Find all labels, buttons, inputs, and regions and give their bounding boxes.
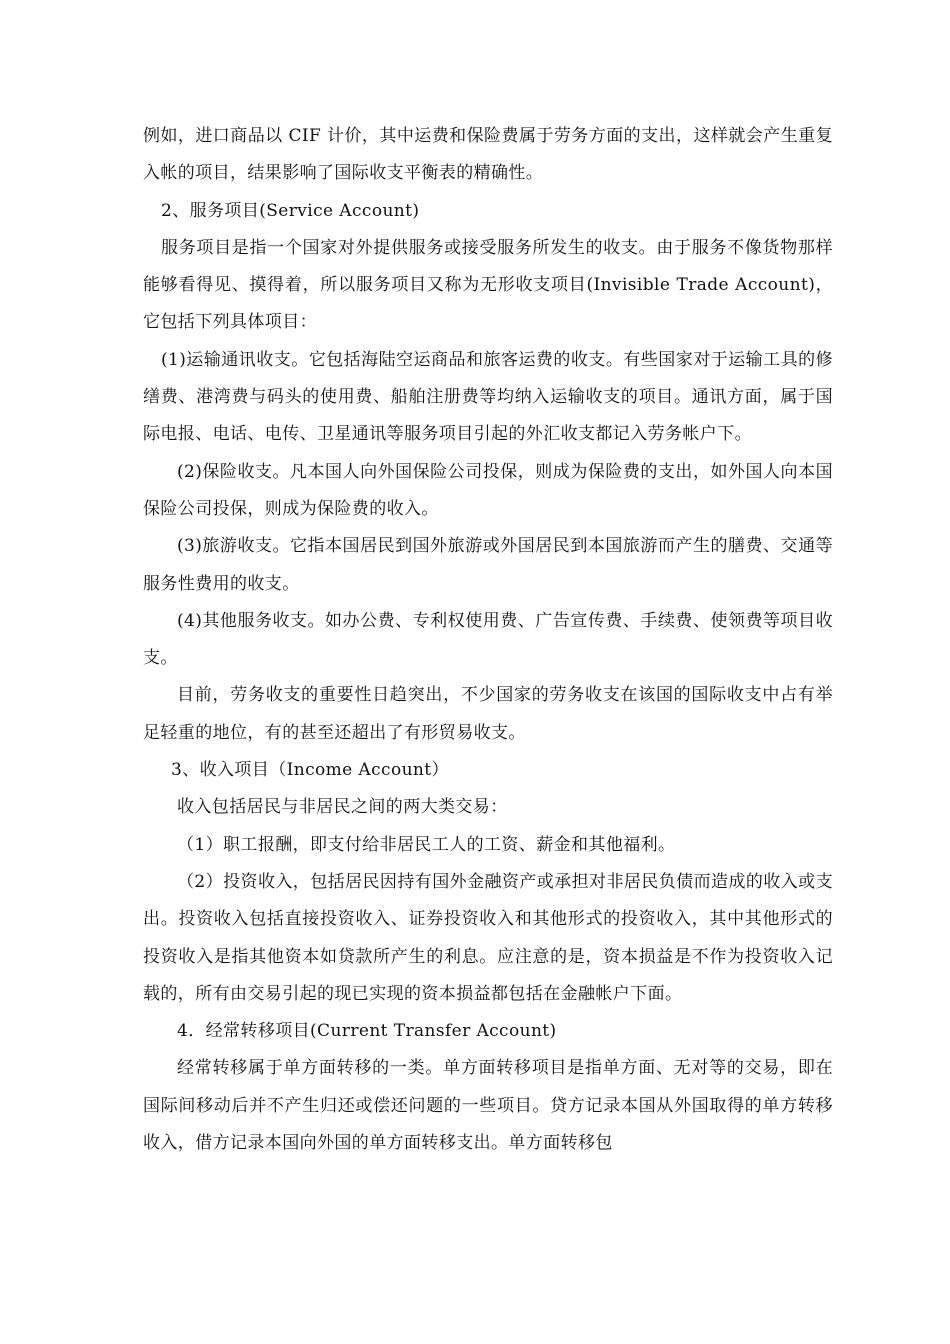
heading-service-account: 2、服务项目(Service Account) xyxy=(161,200,420,221)
paragraph-service-definition: 服务项目是指一个国家对外提供服务或接受服务所发生的收支。由于服务不像货物那样能够看得见、摸得着，所以服务项目又称为无形收支项目(Invisible Trade Account)，它包括下列具体项目： xyxy=(143,237,833,333)
paragraph-current-transfer: 经常转移属于单方面转移的一类。单方面转移项目是指单方面、无对等的交易，即在国际间移动后并不产生归还或偿还问题的一些项目。贷方记录本国从外国取得的单方转移收入，借方记录本国向外国的单方面转移支出。单方面转移包 xyxy=(143,1058,833,1154)
document-body xyxy=(143,118,833,1162)
paragraph-cif-example: 例如，进口商品以 CIF 计价，其中运费和保险费属于劳务方面的支出，这样就会产生重复入帐的项目，结果影响了国际收支平衡表的精确性。 xyxy=(143,126,833,184)
paragraph-insurance: (2)保险收支。凡本国人向外国保险公司投保，则成为保险费的支出，如外国人向本国保险公司投保，则成为保险费的收入。 xyxy=(143,461,833,519)
paragraph-tourism: (3)旅游收支。它指本国居民到国外旅游或外国居民到本国旅游而产生的膳费、交通等服务性费用的收支。 xyxy=(143,536,833,594)
paragraph-income-intro: 收入包括居民与非居民之间的两大类交易： xyxy=(177,797,508,818)
paragraph-employee-compensation: （1）职工报酬，即支付给非居民工人的工资、薪金和其他福利。 xyxy=(177,834,676,855)
paragraph-investment-income: （2）投资收入，包括居民因持有国外金融资产或承担对非居民负债而造成的收入或支出。投资收入包括直接投资收入、证券投资收入和其他形式的投资收入，其中其他形式的投资收入是指其他资本如贷款所产生的利息。应注意的是，资本损益是不作为投资收入记载的，所有由交易引起的现已实现的资本损益都包括在金融帐户下面。 xyxy=(143,871,833,1004)
paragraph-services-importance: 目前，劳务收支的重要性日趋突出，不少国家的劳务收支在该国的国际收支中占有举足轻重的地位，有的甚至还超出了有形贸易收支。 xyxy=(143,685,833,743)
heading-income-account: 3、收入项目（Income Account） xyxy=(171,760,449,781)
heading-current-transfer-account: 4．经常转移项目(Current Transfer Account) xyxy=(177,1021,557,1042)
paragraph-other-services: (4)其他服务收支。如办公费、专利权使用费、广告宣传费、手续费、使领费等项目收支。 xyxy=(143,610,833,669)
paragraph-transport-communication: (1)运输通讯收支。它包括海陆空运商品和旅客运费的收支。有些国家对于运输工具的修缮费、港湾费与码头的使用费、船舶注册费等均纳入运输收支的项目。通讯方面，属于国际电报、电话、电传、卫星通讯等服务项目引起的外汇收支都记入劳务帐户下。 xyxy=(143,349,833,445)
